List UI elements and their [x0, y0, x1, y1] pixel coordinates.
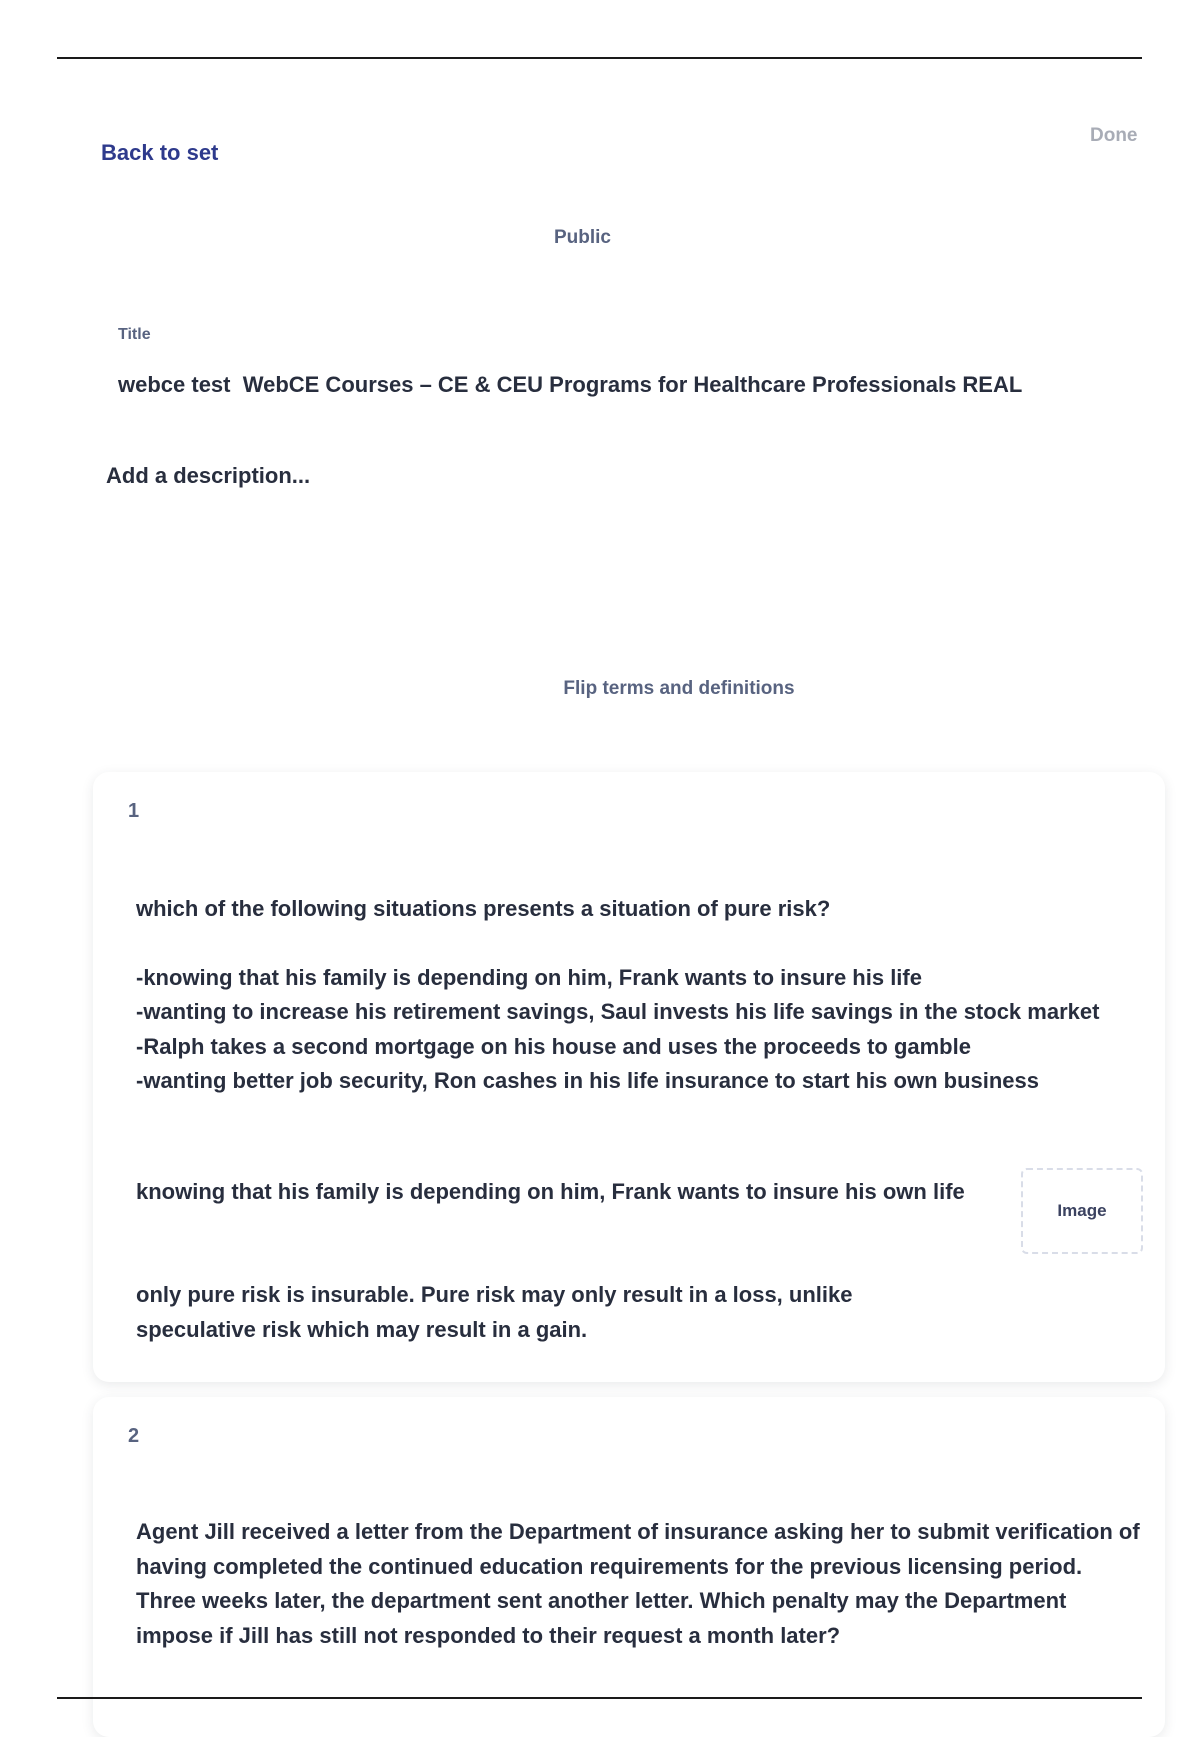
term-option: -knowing that his family is depending on him, Frank wants to insure his life [136, 964, 922, 990]
flashcard [93, 772, 1165, 1382]
image-label: Image [1057, 1201, 1107, 1220]
term-option: -Ralph takes a second mortgage on his house and uses the proceeds to gamble [136, 1033, 971, 1059]
visibility-toggle[interactable]: Public [553, 227, 611, 248]
back-to-set-link[interactable]: Back to set [101, 140, 219, 165]
term-question: which of the following situations presents a situation of pure risk? [136, 896, 831, 921]
card-number: 2 [128, 1425, 140, 1447]
term-field[interactable] [136, 892, 1136, 1099]
explanation-text[interactable]: only pure risk is insurable. Pure risk may only result in a loss, unlike speculative risk which may result in a gain. [136, 1282, 853, 1342]
term-option: -wanting to increase his retirement savings, Saul invests his life savings in the stock market [136, 999, 1100, 1024]
bottom-divider [57, 1697, 1142, 1699]
definition-field[interactable]: knowing that his family is depending on him, Frank wants to insure his own life [136, 1179, 965, 1204]
description-input[interactable]: Add a description... [106, 463, 311, 488]
title-input[interactable]: webce test WebCE Courses – CE & CEU Programs for Healthcare Professionals REAL [118, 372, 1023, 397]
top-divider [57, 57, 1142, 59]
title-label: Title [118, 326, 151, 343]
card-number: 1 [128, 800, 140, 822]
term-option: -wanting better job security, Ron cashes in his life insurance to start his own business [136, 1068, 1039, 1093]
term-question: Agent Jill received a letter from the Department of insurance asking her to submit verification of having completed the continued education requirements for the previous licensing period. Three weeks later, the department sent another letter. Which penalty may the Department impose if Jill has still not responded to their request a month later? [136, 1519, 1140, 1648]
term-field[interactable] [136, 1515, 1146, 1653]
flashcard [93, 1397, 1165, 1737]
flip-terms-button[interactable]: Flip terms and definitions [563, 678, 795, 699]
add-image-button[interactable] [1021, 1168, 1143, 1254]
done-button[interactable]: Done [1090, 125, 1138, 146]
